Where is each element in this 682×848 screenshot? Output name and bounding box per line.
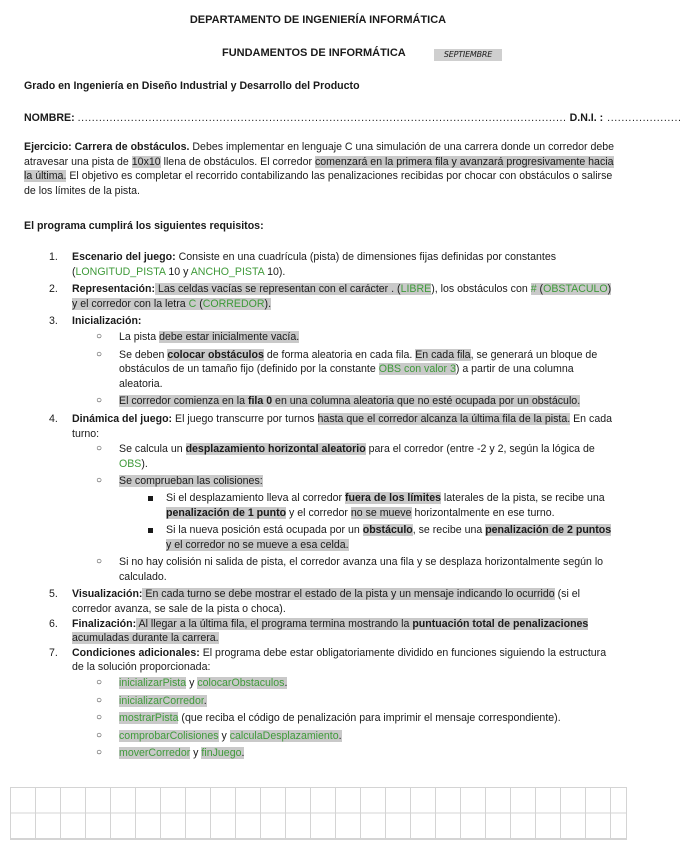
item-text: y — [186, 677, 198, 690]
subitem — [72, 474, 618, 552]
item-bold-highlight: obstáculo — [362, 524, 413, 537]
subitem — [72, 442, 618, 471]
code-token: OBS con valor 3 — [378, 363, 456, 376]
item-text: Se deben — [119, 348, 168, 361]
requirement-6 — [49, 617, 618, 646]
item-highlight: ). — [264, 297, 272, 310]
name-line — [24, 111, 682, 126]
functions-list — [72, 676, 618, 761]
item-text: Si el desplazamiento lleva al corredor — [166, 491, 346, 504]
nested-sublist — [119, 491, 618, 552]
item-text: ), los obstáculos con — [431, 283, 531, 296]
item-bold-highlight: colocar obstáculos — [167, 348, 264, 361]
course-title: FUNDAMENTOS DE INFORMÁTICA — [222, 47, 406, 59]
subitem — [72, 555, 618, 584]
circle-bullet-icon: ○ — [96, 712, 103, 724]
item-number: 2. — [49, 283, 58, 296]
circle-bullet-icon: ○ — [96, 677, 103, 689]
function-item — [72, 711, 618, 726]
code-token: LIBRE — [400, 283, 432, 296]
item-text: . — [338, 729, 342, 742]
requirements-list — [49, 250, 618, 764]
item-text: El juego transcurre por turnos — [172, 412, 318, 425]
sublist — [72, 330, 618, 409]
function-name: finJuego — [201, 747, 242, 760]
exercise-text: llena de obstáculos. El corredor — [160, 155, 315, 168]
requirement-5 — [49, 587, 618, 616]
subitem — [72, 348, 618, 392]
item-title: Finalización: — [72, 617, 137, 630]
requirement-4 — [49, 412, 618, 585]
exercise-text: El objetivo es completar el recorrido contabilizando las penalizaciones recibidas por chocar con obstáculos o salirse de los límites de la pista. — [24, 170, 613, 197]
item-text: ( — [536, 283, 544, 296]
circle-bullet-icon: ○ — [96, 395, 103, 407]
function-name: inicializarPista — [119, 677, 187, 690]
nombre-dots: .......................................................................................................................................... — [77, 112, 567, 124]
item-title: Escenario del juego: — [72, 251, 176, 263]
item-text: , se recibe una — [412, 524, 486, 537]
exercise-title: Ejercicio: Carrera de obstáculos. — [24, 141, 190, 153]
item-highlight: El corredor comienza en la — [119, 395, 248, 408]
code-token: OBS — [119, 457, 142, 470]
item-highlight: Se comprueban las colisiones: — [119, 475, 263, 488]
item-bold-highlight: penalización de 2 puntos — [485, 524, 612, 537]
code-token: C — [188, 297, 197, 310]
item-highlight: En cada turno se debe mostrar el estado de la pista y un mensaje indicando lo ocurrido — [142, 588, 555, 601]
dni-label: D.N.I. : — [569, 112, 604, 124]
item-text: de forma aleatoria en cada fila. — [263, 348, 416, 361]
handwritten-note: SEPTIEMBRE — [434, 49, 502, 61]
item-text: Si la nueva posición está ocupada por un — [166, 524, 363, 537]
function-name: moverCorredor — [119, 747, 191, 760]
requirement-2 — [49, 282, 618, 311]
degree-title: Grado en Ingeniería en Diseño Industrial y Desarrollo del Producto — [24, 80, 360, 92]
function-name: comprobarColisiones — [119, 729, 219, 742]
item-text: . — [241, 747, 245, 760]
answer-grid — [10, 787, 627, 840]
function-name: calculaDesplazamiento — [229, 729, 339, 742]
item-text: En cada turno: — [72, 412, 612, 440]
item-highlight: y el corredor no se mueve a esa celda. — [166, 538, 349, 551]
circle-bullet-icon: ○ — [96, 747, 103, 759]
nested-subitem — [119, 523, 618, 552]
item-bold-highlight: fuera de los límites — [345, 491, 441, 504]
nombre-label: NOMBRE: — [24, 112, 75, 124]
item-bold-highlight: puntuación total de penalizaciones — [412, 617, 589, 630]
item-highlight: hasta que el corredor alcanza la última fila de la pista. — [317, 412, 571, 425]
circle-bullet-icon: ○ — [96, 694, 103, 706]
circle-bullet-icon: ○ — [96, 443, 103, 455]
item-text: Consiste en una cuadrícula (pista) de dimensiones fijas definidas por constantes ( — [72, 251, 557, 278]
circle-bullet-icon: ○ — [96, 348, 103, 360]
item-number: 4. — [49, 412, 58, 425]
function-name: colocarObstaculos — [197, 677, 285, 690]
exercise-highlight: comenzará en la primera fila y avanzará progresivamente hacia la última. — [24, 155, 614, 183]
item-text: . — [203, 694, 207, 707]
item-text: ). — [141, 457, 148, 470]
function-name: mostrarPista — [119, 712, 179, 725]
item-highlight: no se mueve — [350, 506, 412, 519]
item-text: horizontalmente en ese turno. — [411, 506, 555, 519]
item-text: y — [218, 729, 230, 742]
item-title: Representación: — [72, 283, 156, 296]
department-title: DEPARTAMENTO DE INGENIERÍA INFORMÁTICA — [189, 14, 447, 26]
item-text: . — [284, 677, 288, 690]
item-number: 7. — [49, 646, 58, 659]
item-bold-highlight: penalización de 1 punto — [166, 506, 287, 519]
item-number: 1. — [49, 251, 58, 263]
circle-bullet-icon: ○ — [96, 330, 103, 342]
item-title: Inicialización: — [72, 315, 142, 328]
item-highlight: en una columna aleatoria que no esté ocupada por un obstáculo. — [272, 395, 581, 408]
item-highlight: acumuladas durante la carrera. — [72, 632, 219, 645]
requirement-1 — [49, 250, 618, 279]
item-text: 10). — [264, 265, 286, 278]
item-bold-highlight: fila 0 — [247, 395, 273, 408]
subitem — [72, 330, 618, 345]
requirement-7 — [49, 646, 618, 761]
code-token: CORREDOR — [202, 297, 265, 310]
square-bullet-icon — [148, 496, 153, 501]
code-token: OBSTACULO — [543, 283, 608, 296]
exercise-statement — [24, 140, 620, 198]
item-highlight: ) y el corredor con la letra — [72, 283, 612, 310]
item-number: 3. — [49, 315, 58, 328]
function-item — [72, 694, 618, 709]
item-text: y — [190, 747, 202, 760]
circle-bullet-icon: ○ — [96, 729, 103, 741]
item-number: 6. — [49, 617, 58, 630]
circle-bullet-icon: ○ — [96, 475, 103, 487]
circle-bullet-icon: ○ — [96, 556, 103, 568]
subitem — [72, 394, 618, 409]
item-highlight: Las celdas vacías se representan con el carácter . ( — [155, 283, 401, 296]
item-highlight: debe estar inicialmente vacía. — [159, 330, 300, 343]
item-text: ) a partir de una columna aleatoria. — [119, 363, 574, 390]
item-text: (que reciba el código de penalización para imprimir el mensaje correspondiente). — [178, 712, 561, 725]
item-highlight: Al llegar a la última fila, el programa termina mostrando la — [136, 617, 413, 630]
item-text: ( — [196, 297, 203, 310]
function-item — [72, 729, 618, 744]
function-item — [72, 676, 618, 691]
item-text: 10 y — [165, 265, 191, 278]
item-text: para el corredor (entre -2 y 2, según la lógica de — [365, 443, 595, 456]
sublist — [72, 442, 618, 584]
item-text: (si el corredor avanza, se sale de la pista o choca). — [72, 588, 580, 616]
code-token: # — [530, 283, 537, 296]
requirement-3 — [49, 314, 618, 409]
item-text: El programa debe estar obligatoriamente dividido en funciones siguiendo la estructura de la solución proporcionada: — [72, 646, 607, 674]
exercise-highlight: 10x10 — [131, 155, 161, 168]
item-title: Condiciones adicionales: — [72, 646, 200, 659]
code-token: ANCHO_PISTA — [190, 265, 265, 278]
function-name: inicializarCorredor — [119, 694, 204, 707]
item-text: Si no hay colisión ni salida de pista, el corredor avanza una fila y se desplaza horizontalmente según lo calculado. — [119, 556, 604, 583]
item-text: y el corredor — [286, 506, 351, 519]
requirements-heading: El programa cumplirá los siguientes requisitos: — [24, 220, 264, 232]
exercise-text: Debes implementar en lenguaje C una simulación de una carrera donde un corredor debe atravesar una pista de — [24, 141, 615, 168]
dni-dots: ..................... — [607, 112, 682, 124]
item-text: La pista — [119, 330, 160, 343]
item-text: laterales de la pista, se recibe una — [440, 491, 605, 504]
square-bullet-icon — [148, 528, 153, 533]
code-token: LONGITUD_PISTA — [75, 265, 166, 278]
item-number: 5. — [49, 588, 58, 601]
function-item — [72, 746, 618, 761]
item-text: , se generará un bloque de obstáculos de un tamaño fijo (definido por la constante — [119, 348, 598, 376]
item-title: Visualización: — [72, 588, 143, 601]
item-text: Se calcula un — [119, 443, 186, 456]
item-bold-highlight: desplazamiento horizontal aleatorio — [185, 443, 366, 456]
item-highlight: En cada fila — [415, 348, 471, 361]
item-title: Dinámica del juego: — [72, 412, 173, 425]
nested-subitem — [119, 491, 618, 520]
